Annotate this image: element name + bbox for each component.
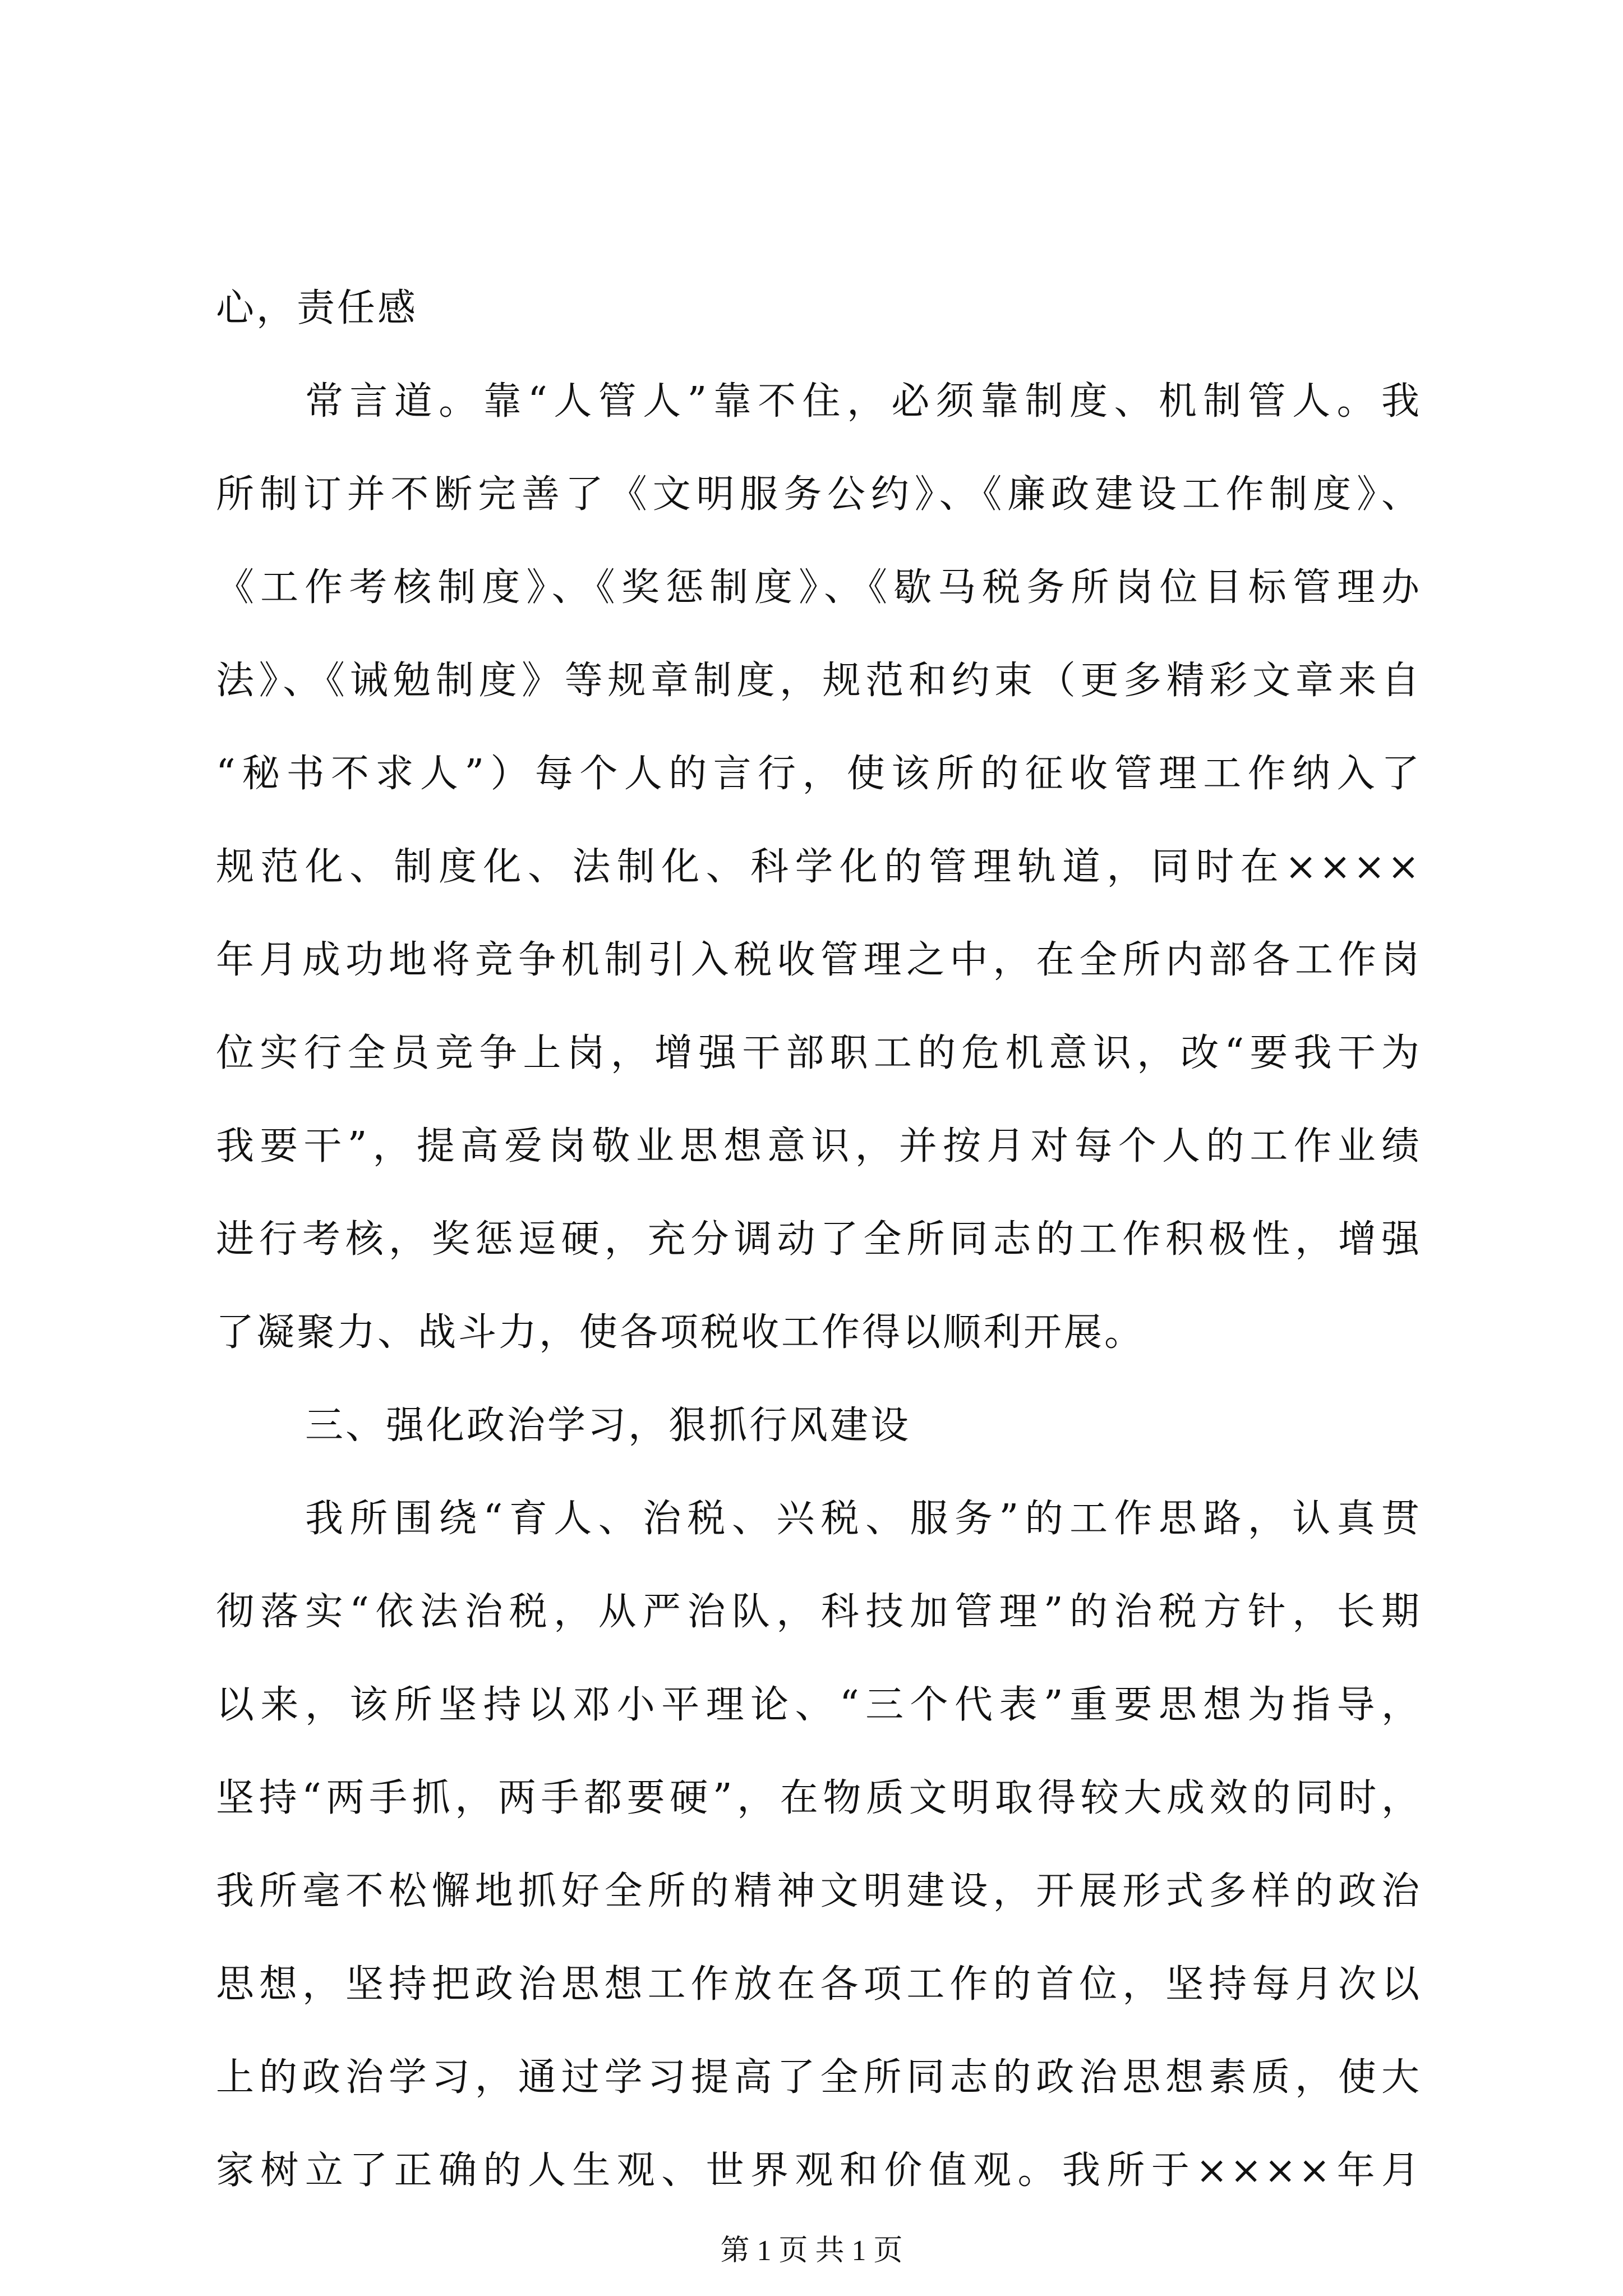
text-line-6: “秘书不求人”）每个人的言行，使该所的征收管理工作纳入了	[216, 752, 1422, 796]
text-line-12: 了凝聚力、战斗力，使各项税收工作得以顺利开展。	[216, 1310, 1145, 1355]
text-line-7: 规范化、制度化、法制化、科学化的管理轨道，同时在××××	[216, 845, 1422, 889]
text-line-1: 心，责任感	[216, 286, 418, 330]
text-line-4: 《工作考核制度》、《奖惩制度》、《歇马税务所岗位目标管理办	[216, 565, 1422, 610]
text-line-18: 我所毫不松懈地抓好全所的精神文明建设，开展形式多样的政治	[216, 1869, 1422, 1913]
text-line-15: 彻落实“依法治税，从严治队，科技加管理”的治税方针，长期	[216, 1590, 1422, 1634]
page-footer: 第 1 页 共 1 页	[720, 2235, 903, 2267]
text-line-8: 年月成功地将竞争机制引入税收管理之中，在全所内部各工作岗	[216, 938, 1422, 982]
section-heading: 三、强化政治学习，狠抓行风建设	[305, 1404, 911, 1448]
text-line-11: 进行考核，奖惩逗硬，充分调动了全所同志的工作积极性，增强	[216, 1217, 1422, 1262]
text-line-9: 位实行全员竞争上岗，增强干部职工的危机意识，改“要我干为	[216, 1031, 1422, 1075]
text-line-19: 思想，坚持把政治思想工作放在各项工作的首位，坚持每月次以	[216, 1962, 1422, 2007]
paragraph-start-line: 我所围绕“育人、治税、兴税、服务”的工作思路，认真贯	[305, 1497, 1422, 1541]
text-line-5: 法》、《诫勉制度》等规章制度，规范和约束（更多精彩文章来自	[216, 659, 1422, 703]
text-line-20: 上的政治学习，通过学习提高了全所同志的政治思想素质，使大	[216, 2055, 1422, 2100]
text-line-17: 坚持“两手抓，两手都要硬”，在物质文明取得较大成效的同时，	[216, 1776, 1422, 1820]
text-line-16: 以来，该所坚持以邓小平理论、“三个代表”重要思想为指导，	[216, 1683, 1422, 1727]
paragraph-start-line: 常言道。靠“人管人”靠不住，必须靠制度、机制管人。我	[305, 379, 1422, 424]
text-line-3: 所制订并不断完善了《文明服务公约》、《廉政建设工作制度》、	[216, 472, 1422, 517]
text-line-10: 我要干”，提高爱岗敬业思想意识，并按月对每个人的工作业绩	[216, 1124, 1422, 1168]
text-line-21: 家树立了正确的人生观、世界观和价值观。我所于××××年月	[216, 2148, 1422, 2193]
